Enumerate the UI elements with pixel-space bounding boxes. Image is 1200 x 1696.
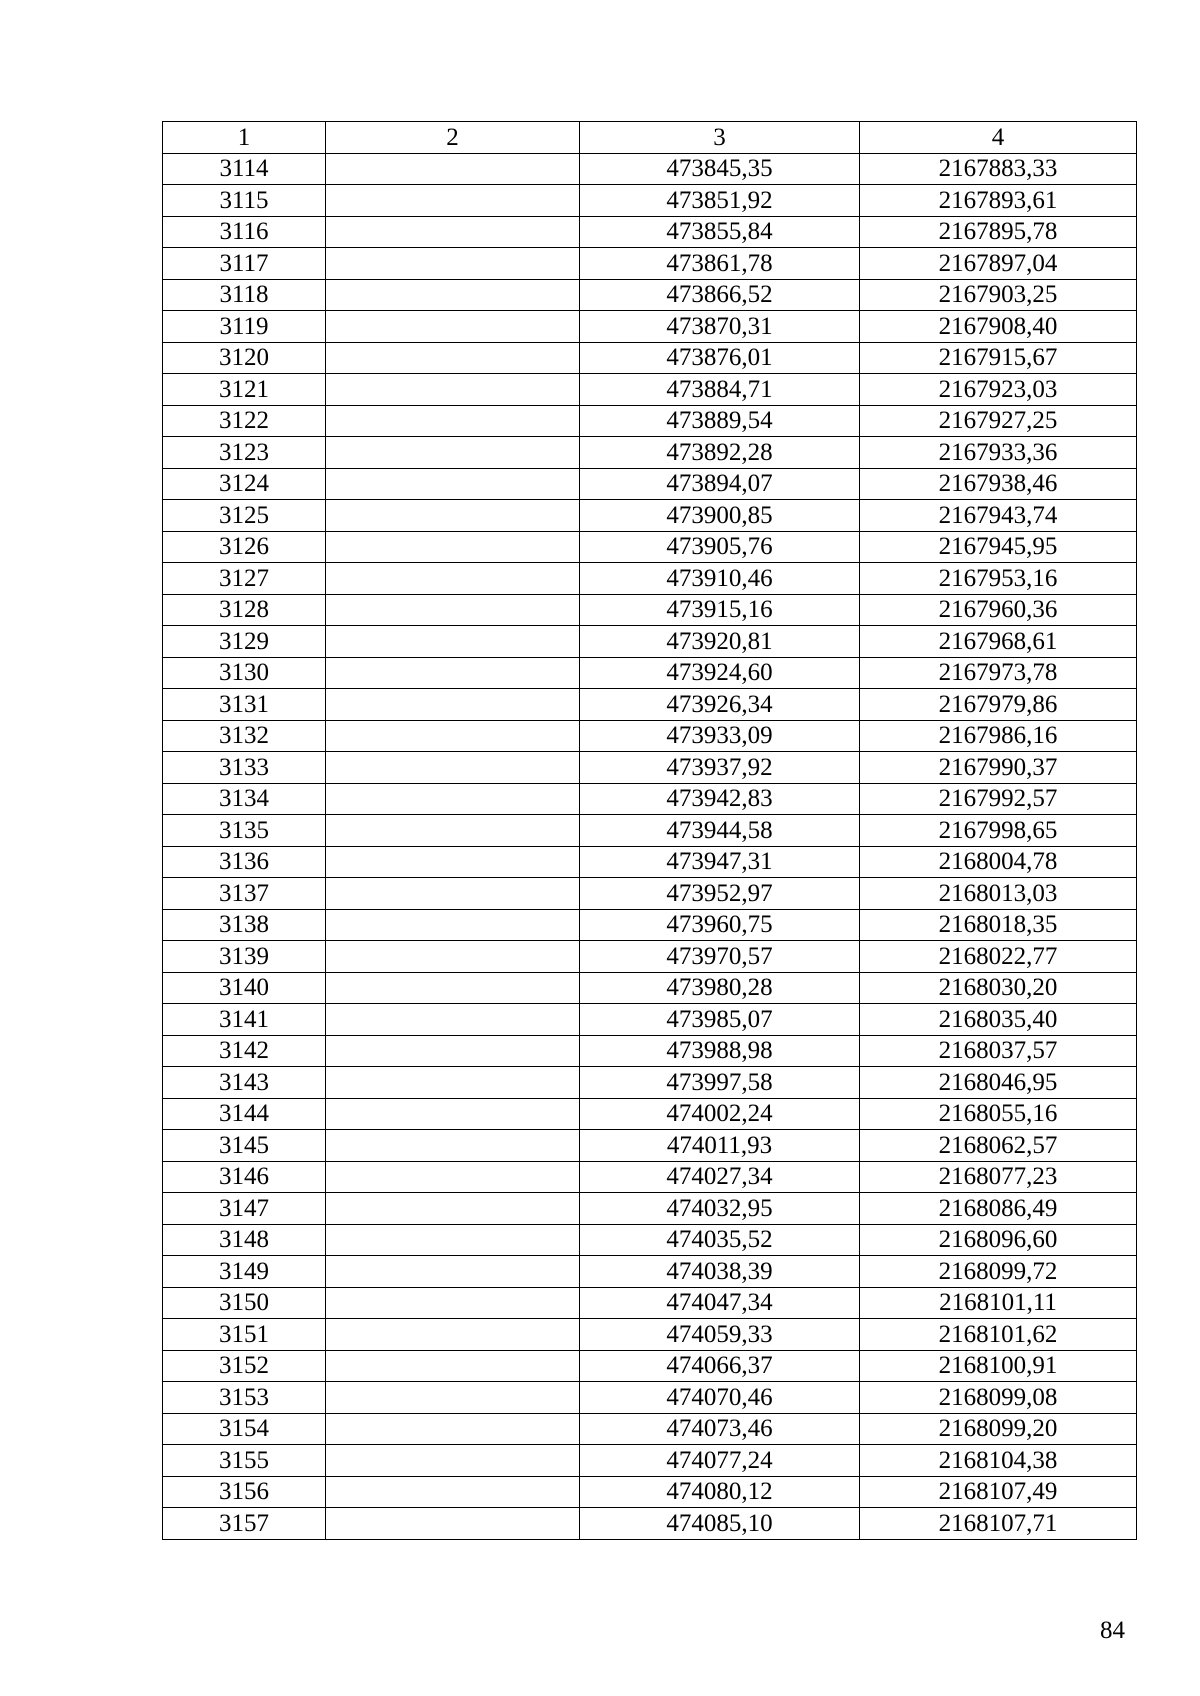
coord-y-cell: 2167908,40: [860, 311, 1137, 343]
coord-y-cell: 2167945,95: [860, 531, 1137, 563]
table-row: [163, 563, 1137, 595]
coord-y-cell: 2168086,49: [860, 1193, 1137, 1225]
empty-cell: [326, 815, 580, 847]
coord-y-cell: 2167979,86: [860, 689, 1137, 721]
empty-cell: [326, 1098, 580, 1130]
point-number-cell: 3149: [163, 1256, 326, 1288]
table-row: [163, 657, 1137, 689]
empty-cell: [326, 311, 580, 343]
coord-x-cell: 473876,01: [580, 342, 860, 374]
coord-x-cell: 473997,58: [580, 1067, 860, 1099]
coord-y-cell: 2168099,72: [860, 1256, 1137, 1288]
table-row: [163, 342, 1137, 374]
empty-cell: [326, 1287, 580, 1319]
coord-y-cell: 2167998,65: [860, 815, 1137, 847]
point-number-cell: 3129: [163, 626, 326, 658]
coord-x-cell: 474038,39: [580, 1256, 860, 1288]
table-row: [163, 311, 1137, 343]
coord-x-cell: 473870,31: [580, 311, 860, 343]
empty-cell: [326, 909, 580, 941]
coord-y-cell: 2167883,33: [860, 153, 1137, 185]
point-number-cell: 3127: [163, 563, 326, 595]
coord-y-cell: 2168077,23: [860, 1161, 1137, 1193]
point-number-cell: 3140: [163, 972, 326, 1004]
coord-y-cell: 2167992,57: [860, 783, 1137, 815]
empty-cell: [326, 1319, 580, 1351]
coord-x-cell: 473988,98: [580, 1035, 860, 1067]
table-row: [163, 720, 1137, 752]
coord-x-cell: 474080,12: [580, 1476, 860, 1508]
empty-cell: [326, 720, 580, 752]
coord-y-cell: 2168004,78: [860, 846, 1137, 878]
point-number-cell: 3145: [163, 1130, 326, 1162]
coord-y-cell: 2168055,16: [860, 1098, 1137, 1130]
table-row: [163, 1350, 1137, 1382]
coord-y-cell: 2167968,61: [860, 626, 1137, 658]
empty-cell: [326, 279, 580, 311]
coord-y-cell: 2168100,91: [860, 1350, 1137, 1382]
table-row: [163, 941, 1137, 973]
table-row: [163, 1161, 1137, 1193]
table-body: [163, 153, 1137, 1539]
coord-y-cell: 2167990,37: [860, 752, 1137, 784]
coord-x-cell: 473905,76: [580, 531, 860, 563]
table-row: [163, 1256, 1137, 1288]
point-number-cell: 3137: [163, 878, 326, 910]
coord-y-cell: 2168101,62: [860, 1319, 1137, 1351]
coord-x-cell: 473851,92: [580, 185, 860, 217]
point-number-cell: 3130: [163, 657, 326, 689]
table-row: [163, 752, 1137, 784]
coord-y-cell: 2168030,20: [860, 972, 1137, 1004]
empty-cell: [326, 437, 580, 469]
coord-y-cell: 2167960,36: [860, 594, 1137, 626]
point-number-cell: 3122: [163, 405, 326, 437]
coord-x-cell: 473980,28: [580, 972, 860, 1004]
point-number-cell: 3123: [163, 437, 326, 469]
empty-cell: [326, 1476, 580, 1508]
page-number: 84: [1100, 1617, 1125, 1644]
empty-cell: [326, 1445, 580, 1477]
coord-x-cell: 473894,07: [580, 468, 860, 500]
coord-x-cell: 473944,58: [580, 815, 860, 847]
coord-y-cell: 2168099,08: [860, 1382, 1137, 1414]
coord-y-cell: 2168018,35: [860, 909, 1137, 941]
point-number-cell: 3132: [163, 720, 326, 752]
empty-cell: [326, 626, 580, 658]
table-row: [163, 153, 1137, 185]
coord-y-cell: 2168104,38: [860, 1445, 1137, 1477]
table-row: [163, 1319, 1137, 1351]
coord-x-cell: 474073,46: [580, 1413, 860, 1445]
table-row: [163, 1193, 1137, 1225]
point-number-cell: 3134: [163, 783, 326, 815]
coord-x-cell: 473884,71: [580, 374, 860, 406]
table-row: [163, 468, 1137, 500]
point-number-cell: 3150: [163, 1287, 326, 1319]
point-number-cell: 3141: [163, 1004, 326, 1036]
empty-cell: [326, 248, 580, 280]
point-number-cell: 3116: [163, 216, 326, 248]
table-row: [163, 1098, 1137, 1130]
coord-y-cell: 2168046,95: [860, 1067, 1137, 1099]
table-row: [163, 1287, 1137, 1319]
coord-x-cell: 473924,60: [580, 657, 860, 689]
empty-cell: [326, 342, 580, 374]
table-row: [163, 689, 1137, 721]
coord-x-cell: 473866,52: [580, 279, 860, 311]
coord-x-cell: 474059,33: [580, 1319, 860, 1351]
point-number-cell: 3155: [163, 1445, 326, 1477]
point-number-cell: 3146: [163, 1161, 326, 1193]
empty-cell: [326, 1004, 580, 1036]
coord-y-cell: 2167943,74: [860, 500, 1137, 532]
table-row: [163, 1476, 1137, 1508]
table-row: [163, 878, 1137, 910]
header-cell-col2: 2: [326, 122, 580, 154]
table-row: [163, 909, 1137, 941]
header-row: [163, 122, 1137, 154]
empty-cell: [326, 1130, 580, 1162]
table-row: [163, 1413, 1137, 1445]
point-number-cell: 3147: [163, 1193, 326, 1225]
coordinates-table: [162, 121, 1137, 1540]
coord-x-cell: 473920,81: [580, 626, 860, 658]
coord-y-cell: 2167893,61: [860, 185, 1137, 217]
point-number-cell: 3120: [163, 342, 326, 374]
coord-x-cell: 474032,95: [580, 1193, 860, 1225]
coord-x-cell: 473952,97: [580, 878, 860, 910]
empty-cell: [326, 846, 580, 878]
coord-x-cell: 474047,34: [580, 1287, 860, 1319]
coord-x-cell: 474027,34: [580, 1161, 860, 1193]
point-number-cell: 3114: [163, 153, 326, 185]
empty-cell: [326, 405, 580, 437]
coord-x-cell: 474085,10: [580, 1508, 860, 1540]
empty-cell: [326, 972, 580, 1004]
table-row: [163, 1445, 1137, 1477]
coord-y-cell: 2167933,36: [860, 437, 1137, 469]
table-row: [163, 374, 1137, 406]
table-row: [163, 626, 1137, 658]
point-number-cell: 3144: [163, 1098, 326, 1130]
point-number-cell: 3156: [163, 1476, 326, 1508]
coord-x-cell: 473855,84: [580, 216, 860, 248]
table-row: [163, 279, 1137, 311]
coord-y-cell: 2167897,04: [860, 248, 1137, 280]
header-cell-col4: 4: [860, 122, 1137, 154]
coord-y-cell: 2167927,25: [860, 405, 1137, 437]
coord-x-cell: 473985,07: [580, 1004, 860, 1036]
table-header: [163, 122, 1137, 154]
coord-y-cell: 2167986,16: [860, 720, 1137, 752]
coord-x-cell: 473933,09: [580, 720, 860, 752]
coord-y-cell: 2168062,57: [860, 1130, 1137, 1162]
point-number-cell: 3152: [163, 1350, 326, 1382]
header-cell-col1: 1: [163, 122, 326, 154]
table-row: [163, 248, 1137, 280]
empty-cell: [326, 752, 580, 784]
empty-cell: [326, 1067, 580, 1099]
table-row: [163, 815, 1137, 847]
coord-x-cell: 473845,35: [580, 153, 860, 185]
table-row: [163, 972, 1137, 1004]
coord-y-cell: 2167973,78: [860, 657, 1137, 689]
point-number-cell: 3142: [163, 1035, 326, 1067]
empty-cell: [326, 216, 580, 248]
point-number-cell: 3124: [163, 468, 326, 500]
coord-y-cell: 2168013,03: [860, 878, 1137, 910]
empty-cell: [326, 1035, 580, 1067]
empty-cell: [326, 1508, 580, 1540]
point-number-cell: 3133: [163, 752, 326, 784]
coord-x-cell: 473942,83: [580, 783, 860, 815]
coord-x-cell: 473889,54: [580, 405, 860, 437]
empty-cell: [326, 941, 580, 973]
coord-x-cell: 473910,46: [580, 563, 860, 595]
coord-x-cell: 473970,57: [580, 941, 860, 973]
point-number-cell: 3117: [163, 248, 326, 280]
table-row: [163, 500, 1137, 532]
coord-x-cell: 473926,34: [580, 689, 860, 721]
empty-cell: [326, 1193, 580, 1225]
point-number-cell: 3128: [163, 594, 326, 626]
point-number-cell: 3131: [163, 689, 326, 721]
table-row: [163, 1004, 1137, 1036]
coord-y-cell: 2167895,78: [860, 216, 1137, 248]
coord-y-cell: 2168099,20: [860, 1413, 1137, 1445]
empty-cell: [326, 783, 580, 815]
point-number-cell: 3126: [163, 531, 326, 563]
coord-x-cell: 473915,16: [580, 594, 860, 626]
point-number-cell: 3151: [163, 1319, 326, 1351]
coord-x-cell: 473947,31: [580, 846, 860, 878]
coord-y-cell: 2167938,46: [860, 468, 1137, 500]
point-number-cell: 3119: [163, 311, 326, 343]
header-cell-col3: 3: [580, 122, 860, 154]
coord-y-cell: 2168107,49: [860, 1476, 1137, 1508]
coord-y-cell: 2167903,25: [860, 279, 1137, 311]
coord-y-cell: 2168022,77: [860, 941, 1137, 973]
table-row: [163, 437, 1137, 469]
coord-x-cell: 473960,75: [580, 909, 860, 941]
coord-y-cell: 2168096,60: [860, 1224, 1137, 1256]
coord-x-cell: 474077,24: [580, 1445, 860, 1477]
point-number-cell: 3148: [163, 1224, 326, 1256]
coord-y-cell: 2168107,71: [860, 1508, 1137, 1540]
empty-cell: [326, 1161, 580, 1193]
point-number-cell: 3157: [163, 1508, 326, 1540]
empty-cell: [326, 1224, 580, 1256]
coord-x-cell: 473900,85: [580, 500, 860, 532]
coord-y-cell: 2168035,40: [860, 1004, 1137, 1036]
coord-x-cell: 474066,37: [580, 1350, 860, 1382]
empty-cell: [326, 1382, 580, 1414]
point-number-cell: 3143: [163, 1067, 326, 1099]
coord-y-cell: 2168037,57: [860, 1035, 1137, 1067]
empty-cell: [326, 878, 580, 910]
point-number-cell: 3118: [163, 279, 326, 311]
point-number-cell: 3153: [163, 1382, 326, 1414]
point-number-cell: 3136: [163, 846, 326, 878]
table-row: [163, 1130, 1137, 1162]
coord-y-cell: 2167953,16: [860, 563, 1137, 595]
coord-x-cell: 474035,52: [580, 1224, 860, 1256]
point-number-cell: 3154: [163, 1413, 326, 1445]
empty-cell: [326, 594, 580, 626]
point-number-cell: 3121: [163, 374, 326, 406]
empty-cell: [326, 185, 580, 217]
coord-x-cell: 473861,78: [580, 248, 860, 280]
table-row: [163, 1035, 1137, 1067]
empty-cell: [326, 468, 580, 500]
coord-x-cell: 473892,28: [580, 437, 860, 469]
table-row: [163, 185, 1137, 217]
point-number-cell: 3125: [163, 500, 326, 532]
table-row: [163, 1067, 1137, 1099]
empty-cell: [326, 1350, 580, 1382]
coord-x-cell: 473937,92: [580, 752, 860, 784]
coord-x-cell: 474011,93: [580, 1130, 860, 1162]
point-number-cell: 3139: [163, 941, 326, 973]
point-number-cell: 3138: [163, 909, 326, 941]
table-row: [163, 783, 1137, 815]
table-row: [163, 216, 1137, 248]
point-number-cell: 3115: [163, 185, 326, 217]
table-row: [163, 846, 1137, 878]
empty-cell: [326, 1256, 580, 1288]
empty-cell: [326, 153, 580, 185]
coord-y-cell: 2167923,03: [860, 374, 1137, 406]
table-row: [163, 531, 1137, 563]
empty-cell: [326, 500, 580, 532]
coord-y-cell: 2167915,67: [860, 342, 1137, 374]
empty-cell: [326, 657, 580, 689]
empty-cell: [326, 531, 580, 563]
empty-cell: [326, 1413, 580, 1445]
empty-cell: [326, 689, 580, 721]
empty-cell: [326, 563, 580, 595]
coord-y-cell: 2168101,11: [860, 1287, 1137, 1319]
point-number-cell: 3135: [163, 815, 326, 847]
coord-x-cell: 474002,24: [580, 1098, 860, 1130]
table-row: [163, 1224, 1137, 1256]
table-row: [163, 405, 1137, 437]
table-row: [163, 1508, 1137, 1540]
empty-cell: [326, 374, 580, 406]
table-row: [163, 594, 1137, 626]
table-row: [163, 1382, 1137, 1414]
coord-x-cell: 474070,46: [580, 1382, 860, 1414]
